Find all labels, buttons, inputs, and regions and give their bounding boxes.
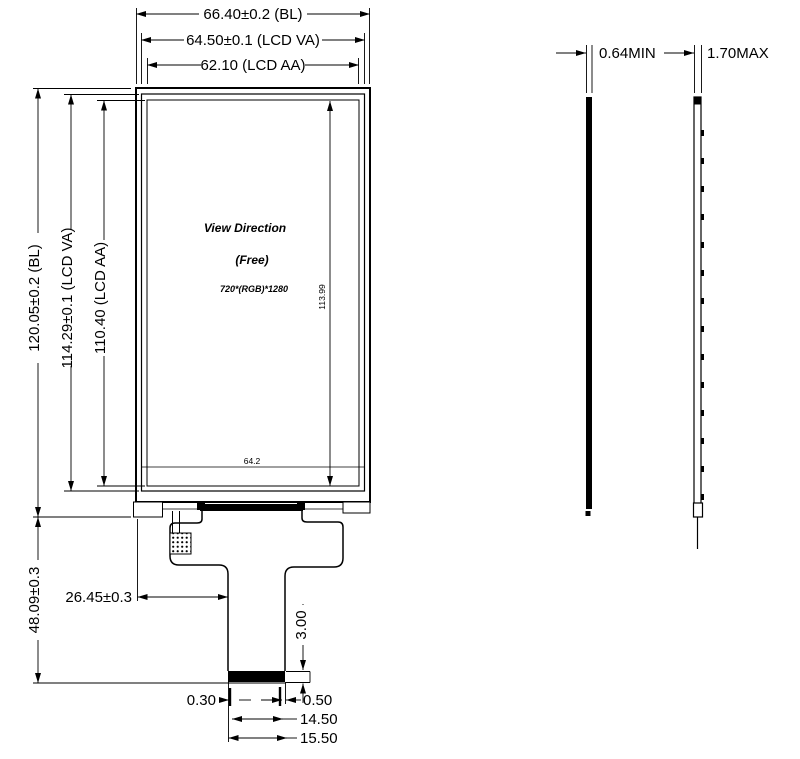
side-profile-min [586,97,592,509]
dim-width-va: 64.50±0.1 (LCD VA) [186,32,320,49]
dim-width-bl: 66.40±0.2 (BL) [203,6,303,23]
backlight-outline [136,88,370,502]
bonding-strip-end-right [297,502,305,510]
view-mode-label: (Free) [235,253,269,267]
dim-tail-offset: 26.45±0.3 [65,589,132,606]
dim-thickness-min: 0.64MIN [599,45,656,62]
side-profile-max-foot [694,503,703,517]
dim-height-aa: 110.40 (LCD AA) [92,241,109,355]
view-direction-label: View Direction [203,221,287,235]
dim-tail-width: 15.50 [300,730,338,747]
connector-bar [228,671,285,682]
resolution-label: 720*(RGB)*1280 [219,284,289,294]
dim-gap-left: 0.30 [186,692,216,709]
dim-tail-total-height: 48.09±0.3 [26,566,43,634]
side-profile-max-cap [695,98,701,105]
fpc-outline-right [285,511,343,671]
dim-connector-width: 14.50 [300,711,338,728]
glass-ledge-left-tab [134,502,163,517]
side-view [556,45,769,549]
bonding-strip-end-left [197,502,205,510]
dim-gap-right: 0.50 [303,692,333,709]
side-profile-max [694,97,701,510]
bonding-strip [200,504,303,511]
front-view [26,6,370,747]
dim-height-bl: 120.05±0.2 (BL) [26,244,43,352]
fpc-stiffener-pad [170,533,191,554]
glass-ledge-right-tab [343,502,370,513]
dim-width-aa: 62.10 (LCD AA) [200,57,306,74]
dim-thickness-max: 1.70MAX [707,45,769,62]
dim-bottom-width: 64.2 [243,456,261,466]
dim-height-va: 114.29±0.1 (LCD VA) [59,227,76,369]
dim-inner-height: 113.99 [317,284,327,310]
extension-lines [33,8,370,742]
side-profile-min-foot [586,511,591,516]
dim-connector-height: 3.00 [293,610,310,640]
dimension-lines [38,14,370,738]
